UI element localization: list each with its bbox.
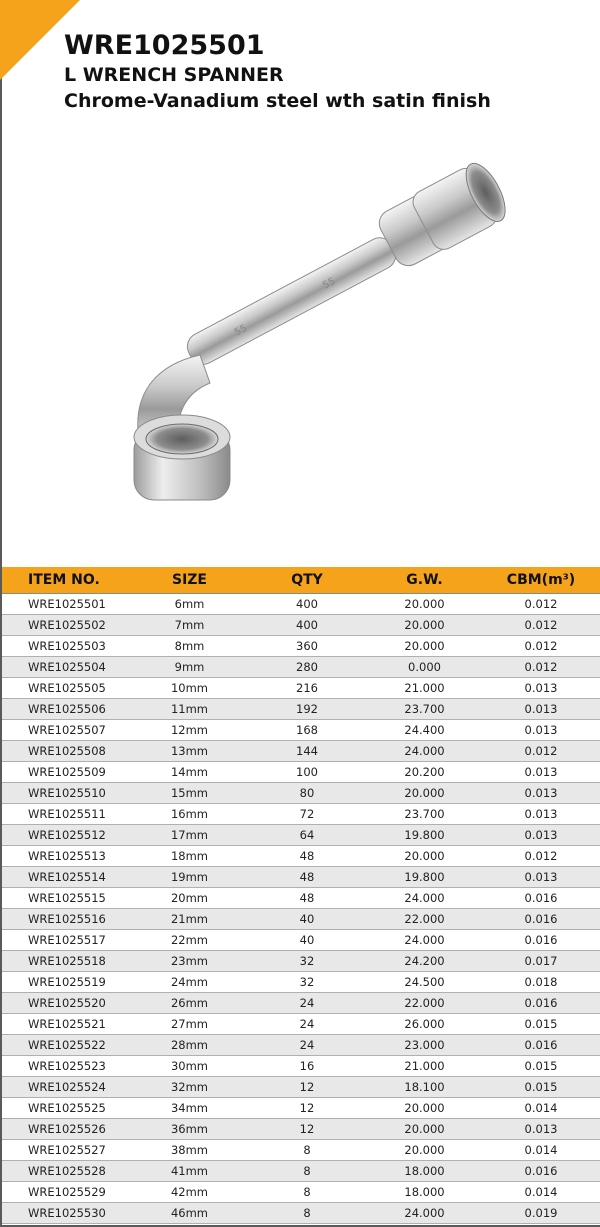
size-cell: 36mm (132, 1119, 247, 1140)
cbm-cell: 0.016 (482, 1161, 600, 1182)
gw-cell: 23.700 (367, 699, 482, 720)
gw-cell: 18.000 (367, 1182, 482, 1203)
cbm-cell: 0.012 (482, 657, 600, 678)
table-row (2, 720, 600, 741)
item-no-cell: WRE1025523 (2, 1056, 132, 1077)
gw-cell: 23.000 (367, 1035, 482, 1056)
qty-cell: 192 (247, 699, 367, 720)
cbm-cell: 0.015 (482, 1014, 600, 1035)
table-row (2, 657, 600, 678)
item-no-cell: WRE1025528 (2, 1161, 132, 1182)
wrench-straight-socket (373, 158, 513, 273)
cbm-cell: 0.012 (482, 615, 600, 636)
column-header-size: SIZE (132, 567, 247, 594)
item-no-cell: WRE1025505 (2, 678, 132, 699)
qty-cell: 32 (247, 972, 367, 993)
qty-cell: 400 (247, 615, 367, 636)
size-cell: 22mm (132, 930, 247, 951)
cbm-cell: 0.013 (482, 678, 600, 699)
qty-cell: 16 (247, 1056, 367, 1077)
gw-cell: 20.200 (367, 762, 482, 783)
size-cell: 41mm (132, 1161, 247, 1182)
item-no-cell: WRE1025512 (2, 825, 132, 846)
cbm-cell: 0.012 (482, 636, 600, 657)
cbm-cell: 0.015 (482, 1077, 600, 1098)
table-row (2, 1119, 600, 1140)
gw-cell: 24.500 (367, 972, 482, 993)
item-no-cell: WRE1025503 (2, 636, 132, 657)
gw-cell: 22.000 (367, 909, 482, 930)
size-cell: 23mm (132, 951, 247, 972)
cbm-cell: 0.013 (482, 1119, 600, 1140)
table-row (2, 1014, 600, 1035)
item-no-cell: WRE1025515 (2, 888, 132, 909)
qty-cell: 12 (247, 1119, 367, 1140)
gw-cell: 20.000 (367, 1098, 482, 1119)
qty-cell: 400 (247, 594, 367, 615)
table-row (2, 762, 600, 783)
table-row (2, 678, 600, 699)
gw-cell: 21.000 (367, 678, 482, 699)
item-no-cell: WRE1025507 (2, 720, 132, 741)
gw-cell: 24.400 (367, 720, 482, 741)
spec-table-wrapper (2, 567, 600, 1224)
cbm-cell: 0.014 (482, 1182, 600, 1203)
item-no-cell: WRE1025529 (2, 1182, 132, 1203)
cbm-cell: 0.018 (482, 972, 600, 993)
wrench-shaft (182, 233, 400, 369)
item-no-cell: WRE1025526 (2, 1119, 132, 1140)
title-block (64, 30, 491, 114)
item-no-cell: WRE1025513 (2, 846, 132, 867)
size-cell: 10mm (132, 678, 247, 699)
item-no-cell: WRE1025527 (2, 1140, 132, 1161)
qty-cell: 24 (247, 993, 367, 1014)
item-no-cell: WRE1025524 (2, 1077, 132, 1098)
spec-table (2, 567, 600, 1224)
cbm-cell: 0.013 (482, 804, 600, 825)
size-cell: 7mm (132, 615, 247, 636)
cbm-cell: 0.013 (482, 720, 600, 741)
size-cell: 27mm (132, 1014, 247, 1035)
cbm-cell: 0.016 (482, 993, 600, 1014)
size-cell: 38mm (132, 1140, 247, 1161)
qty-cell: 48 (247, 867, 367, 888)
size-cell: 19mm (132, 867, 247, 888)
table-row (2, 1077, 600, 1098)
qty-cell: 12 (247, 1077, 367, 1098)
item-no-cell: WRE1025502 (2, 615, 132, 636)
qty-cell: 64 (247, 825, 367, 846)
cbm-cell: 0.013 (482, 825, 600, 846)
gw-cell: 20.000 (367, 1119, 482, 1140)
size-cell: 12mm (132, 720, 247, 741)
table-row (2, 867, 600, 888)
item-no-cell: WRE1025520 (2, 993, 132, 1014)
qty-cell: 24 (247, 1035, 367, 1056)
table-row (2, 1161, 600, 1182)
qty-cell: 8 (247, 1182, 367, 1203)
l-wrench-spanner-icon (60, 115, 560, 535)
gw-cell: 0.000 (367, 657, 482, 678)
item-no-cell: WRE1025506 (2, 699, 132, 720)
gw-cell: 20.000 (367, 615, 482, 636)
gw-cell: 20.000 (367, 846, 482, 867)
table-row (2, 1140, 600, 1161)
qty-cell: 8 (247, 1140, 367, 1161)
size-cell: 17mm (132, 825, 247, 846)
gw-cell: 19.800 (367, 825, 482, 846)
item-no-cell: WRE1025518 (2, 951, 132, 972)
table-row (2, 594, 600, 615)
gw-cell: 22.000 (367, 993, 482, 1014)
size-cell: 14mm (132, 762, 247, 783)
qty-cell: 144 (247, 741, 367, 762)
item-no-cell: WRE1025504 (2, 657, 132, 678)
item-no-cell: WRE1025519 (2, 972, 132, 993)
cbm-cell: 0.017 (482, 951, 600, 972)
size-cell: 21mm (132, 909, 247, 930)
qty-cell: 80 (247, 783, 367, 804)
table-row (2, 888, 600, 909)
svg-text:55: 55 (321, 275, 338, 292)
cbm-cell: 0.012 (482, 594, 600, 615)
qty-cell: 280 (247, 657, 367, 678)
cbm-cell: 0.013 (482, 762, 600, 783)
table-header-row (2, 567, 600, 594)
qty-cell: 360 (247, 636, 367, 657)
gw-cell: 26.000 (367, 1014, 482, 1035)
table-row (2, 1098, 600, 1119)
cbm-cell: 0.012 (482, 846, 600, 867)
size-cell: 46mm (132, 1203, 247, 1224)
table-row (2, 615, 600, 636)
qty-cell: 24 (247, 1014, 367, 1035)
qty-cell: 32 (247, 951, 367, 972)
table-row (2, 636, 600, 657)
gw-cell: 24.000 (367, 1203, 482, 1224)
table-row (2, 783, 600, 804)
table-row (2, 804, 600, 825)
qty-cell: 12 (247, 1098, 367, 1119)
qty-cell: 8 (247, 1203, 367, 1224)
item-no-cell: WRE1025525 (2, 1098, 132, 1119)
gw-cell: 20.000 (367, 1140, 482, 1161)
qty-cell: 8 (247, 1161, 367, 1182)
cbm-cell: 0.013 (482, 867, 600, 888)
cbm-cell: 0.016 (482, 1035, 600, 1056)
qty-cell: 40 (247, 909, 367, 930)
size-cell: 9mm (132, 657, 247, 678)
size-cell: 24mm (132, 972, 247, 993)
column-header-gw: G.W. (367, 567, 482, 594)
table-row (2, 1035, 600, 1056)
gw-cell: 20.000 (367, 594, 482, 615)
table-body (2, 594, 600, 1224)
size-cell: 28mm (132, 1035, 247, 1056)
cbm-cell: 0.014 (482, 1098, 600, 1119)
gw-cell: 19.800 (367, 867, 482, 888)
item-no-cell: WRE1025530 (2, 1203, 132, 1224)
table-row (2, 825, 600, 846)
table-row (2, 1203, 600, 1224)
size-cell: 32mm (132, 1077, 247, 1098)
size-cell: 30mm (132, 1056, 247, 1077)
item-no-cell: WRE1025501 (2, 594, 132, 615)
item-no-cell: WRE1025514 (2, 867, 132, 888)
gw-cell: 18.100 (367, 1077, 482, 1098)
cbm-cell: 0.015 (482, 1056, 600, 1077)
gw-cell: 24.000 (367, 741, 482, 762)
gw-cell: 24.000 (367, 888, 482, 909)
size-cell: 18mm (132, 846, 247, 867)
cbm-cell: 0.019 (482, 1203, 600, 1224)
table-row (2, 951, 600, 972)
qty-cell: 48 (247, 888, 367, 909)
gw-cell: 21.000 (367, 1056, 482, 1077)
size-cell: 42mm (132, 1182, 247, 1203)
cbm-cell: 0.012 (482, 741, 600, 762)
size-cell: 20mm (132, 888, 247, 909)
gw-cell: 24.000 (367, 930, 482, 951)
qty-cell: 216 (247, 678, 367, 699)
table-row (2, 930, 600, 951)
table-row (2, 909, 600, 930)
size-cell: 11mm (132, 699, 247, 720)
cbm-cell: 0.014 (482, 1140, 600, 1161)
size-cell: 8mm (132, 636, 247, 657)
size-cell: 15mm (132, 783, 247, 804)
product-material: Chrome-Vanadium steel wth satin finish (64, 90, 491, 112)
size-cell: 16mm (132, 804, 247, 825)
item-no-cell: WRE1025517 (2, 930, 132, 951)
product-name: L WRENCH SPANNER (64, 64, 284, 86)
size-cell: 26mm (132, 993, 247, 1014)
qty-cell: 40 (247, 930, 367, 951)
qty-cell: 72 (247, 804, 367, 825)
item-no-cell: WRE1025522 (2, 1035, 132, 1056)
column-header-item-no: ITEM NO. (2, 567, 132, 594)
column-header-cbm: CBM(m³) (482, 567, 600, 594)
size-cell: 34mm (132, 1098, 247, 1119)
cbm-cell: 0.016 (482, 909, 600, 930)
gw-cell: 20.000 (367, 783, 482, 804)
table-row (2, 1056, 600, 1077)
item-no-cell: WRE1025511 (2, 804, 132, 825)
column-header-qty: QTY (247, 567, 367, 594)
table-row (2, 1182, 600, 1203)
wrench-bent-head (134, 355, 230, 500)
size-cell: 13mm (132, 741, 247, 762)
svg-text:55: 55 (232, 322, 250, 339)
item-no-cell: WRE1025516 (2, 909, 132, 930)
table-row (2, 972, 600, 993)
item-no-cell: WRE1025509 (2, 762, 132, 783)
product-code-title: WRE1025501 (64, 30, 265, 61)
table-row (2, 846, 600, 867)
item-no-cell: WRE1025508 (2, 741, 132, 762)
size-cell: 6mm (132, 594, 247, 615)
gw-cell: 23.700 (367, 804, 482, 825)
table-row (2, 741, 600, 762)
qty-cell: 168 (247, 720, 367, 741)
item-no-cell: WRE1025521 (2, 1014, 132, 1035)
cbm-cell: 0.016 (482, 930, 600, 951)
table-row (2, 699, 600, 720)
qty-cell: 100 (247, 762, 367, 783)
cbm-cell: 0.013 (482, 699, 600, 720)
item-no-cell: WRE1025510 (2, 783, 132, 804)
gw-cell: 18.000 (367, 1161, 482, 1182)
qty-cell: 48 (247, 846, 367, 867)
cbm-cell: 0.016 (482, 888, 600, 909)
gw-cell: 24.200 (367, 951, 482, 972)
gw-cell: 20.000 (367, 636, 482, 657)
table-row (2, 993, 600, 1014)
cbm-cell: 0.013 (482, 783, 600, 804)
